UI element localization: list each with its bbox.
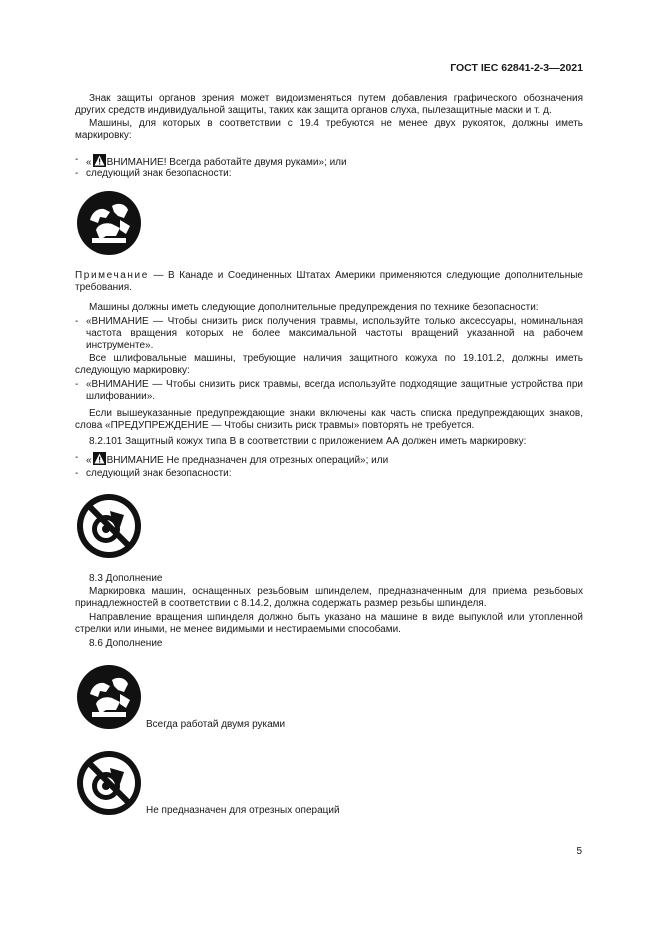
paragraph-threaded-spindle: Маркировка машин, оснащенных резьбовым шпинделем, предназначенным для приема резьбовых принадлежностей в соответствии с 8.14.2, должна содержать размер резьбы шпинделя.	[75, 586, 583, 610]
no-cutting-sign-icon	[76, 750, 142, 816]
paragraph-8-2-101: 8.2.101 Защитный кожух типа В в соответствии с приложением АА должен иметь маркировку:	[89, 436, 527, 447]
two-hands-sign-icon	[76, 664, 142, 730]
paragraph-rotation-direction: Направление вращения шпинделя должно быть указано на машине в виде выпуклой или утопленной стрелки или иными, не менее видимыми и нестираемыми способами.	[75, 612, 583, 636]
two-hands-sign-icon	[76, 190, 142, 256]
note-text: — В Канаде и Соединенных Штатах Америки применяются следующие дополнительные требования.	[75, 270, 583, 294]
paragraph-eye-protection: Знак защиты органов зрения может видоизменяться путем добавления графического обозначения других средств индивидуальной защиты, таких как защита органов слуха, пылезащитные маски и т. д.	[75, 93, 583, 117]
note-label: Примечание	[75, 270, 149, 281]
page-number: 5	[576, 846, 582, 857]
list-dash: -	[75, 168, 79, 179]
list-text: «ВНИМАНИЕ — Чтобы снизить риск травмы, всегда используйте подходящие защитные устройства при шлифовании».	[86, 379, 583, 403]
paragraph-additional-warnings: Машины должны иметь следующие дополнительные предупреждения по технике безопасности:	[89, 302, 539, 313]
standard-header: ГОСТ IEC 62841-2-3—2021	[450, 62, 583, 74]
list-dash: -	[75, 154, 79, 165]
section-8-3-title: 8.3 Дополнение	[89, 573, 163, 584]
list-text: « ВНИМАНИЕ! Всегда работайте двумя руками»; или	[86, 154, 583, 169]
paragraph-guard-marking: Все шлифовальные машины, требующие наличия защитного кожуха по 19.101.2, должны иметь следующую маркировку:	[75, 353, 583, 377]
list-dash: -	[75, 468, 79, 479]
paragraph-warning-list: Если вышеуказанные предупреждающие знаки включены как часть списка предупреждающих знаков, слова «ПРЕДУПРЕЖДЕНИЕ — Чтобы снизить риск травмы» повторять не требуется.	[75, 408, 583, 432]
list-text: «ВНИМАНИЕ — Чтобы снизить риск получения травмы, используйте только аксессуары, номинальная частота вращения которых не более максимальной частоты вращений указанной на рабочем инструменте».	[86, 316, 583, 352]
caption-two-hands: Всегда работай двумя руками	[146, 719, 286, 730]
paragraph-two-handles: Машины, для которых в соответствии с 19.4 требуются не менее двух рукояток, должны иметь маркировку:	[75, 118, 583, 142]
warning-triangle-icon	[93, 154, 106, 167]
no-cutting-sign-icon	[76, 493, 142, 559]
list-text: « ВНИМАНИЕ Не предназначен для отрезных операций»; или	[86, 452, 583, 467]
list-dash: -	[75, 452, 79, 463]
list-dash: -	[75, 379, 79, 390]
caption-no-cutting: Не предназначен для отрезных операций	[146, 805, 340, 816]
list-text: следующий знак безопасности:	[86, 168, 232, 179]
note	[75, 270, 583, 294]
list-text: следующий знак безопасности:	[86, 468, 232, 479]
list-dash: -	[75, 316, 79, 327]
warning-triangle-icon	[93, 452, 106, 465]
section-8-6-title: 8.6 Дополнение	[89, 638, 163, 649]
